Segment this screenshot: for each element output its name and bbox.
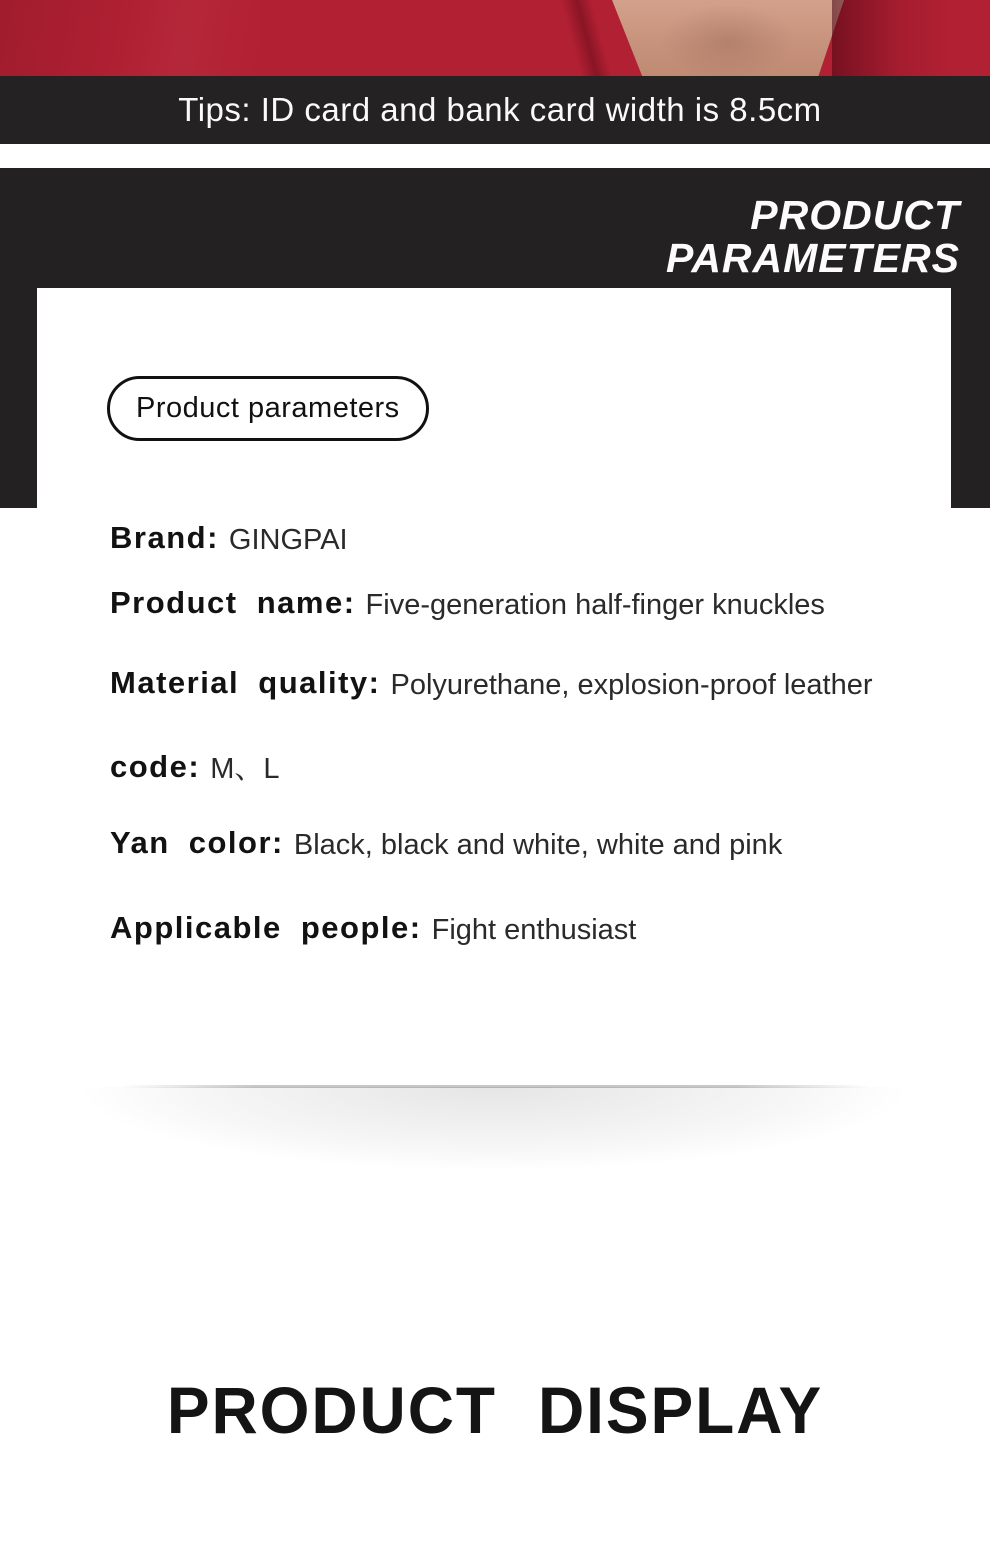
- param-label: Product name:: [110, 585, 356, 620]
- tips-bar: [0, 76, 990, 144]
- param-value: Polyurethane, explosion-proof leather: [390, 669, 873, 701]
- parameters-card: [37, 288, 951, 1087]
- tips-text: Tips: ID card and bank card width is 8.5cm: [178, 91, 822, 128]
- pill-heading: [107, 376, 429, 441]
- param-label: Material quality:: [110, 665, 381, 700]
- param-label: Applicable people:: [110, 910, 422, 945]
- section-title: [666, 194, 960, 280]
- param-label: Yan color:: [110, 825, 284, 860]
- section-title-line2: PARAMETERS: [666, 235, 960, 281]
- red-fabric-drape-left: [0, 0, 260, 76]
- wrist-shading: [612, 0, 844, 76]
- param-row-product-name: [110, 585, 825, 621]
- hero-photo-strip: [0, 0, 990, 76]
- product-display-title: PRODUCT DISPLAY: [166, 1373, 824, 1447]
- param-row-applicable-people: [110, 910, 636, 946]
- param-row-color: [110, 825, 782, 861]
- param-value: Fight enthusiast: [431, 914, 637, 946]
- param-label: code:: [110, 749, 201, 784]
- param-row-code: [110, 745, 279, 786]
- param-label: Brand:: [110, 520, 219, 555]
- param-row-material: [110, 665, 873, 701]
- red-fabric-drape-right: [832, 0, 952, 76]
- param-value: M、L: [210, 753, 280, 785]
- param-value: Five-generation half-finger knuckles: [365, 589, 825, 621]
- param-value: Black, black and white, white and pink: [293, 829, 783, 861]
- param-row-brand: [110, 520, 348, 556]
- param-value: GINGPAI: [228, 524, 348, 556]
- red-fabric-fold: [560, 0, 615, 76]
- section-title-line1: PRODUCT: [750, 192, 960, 238]
- pill-heading-label: Product parameters: [136, 392, 400, 424]
- card-drop-shadow: [37, 1087, 951, 1232]
